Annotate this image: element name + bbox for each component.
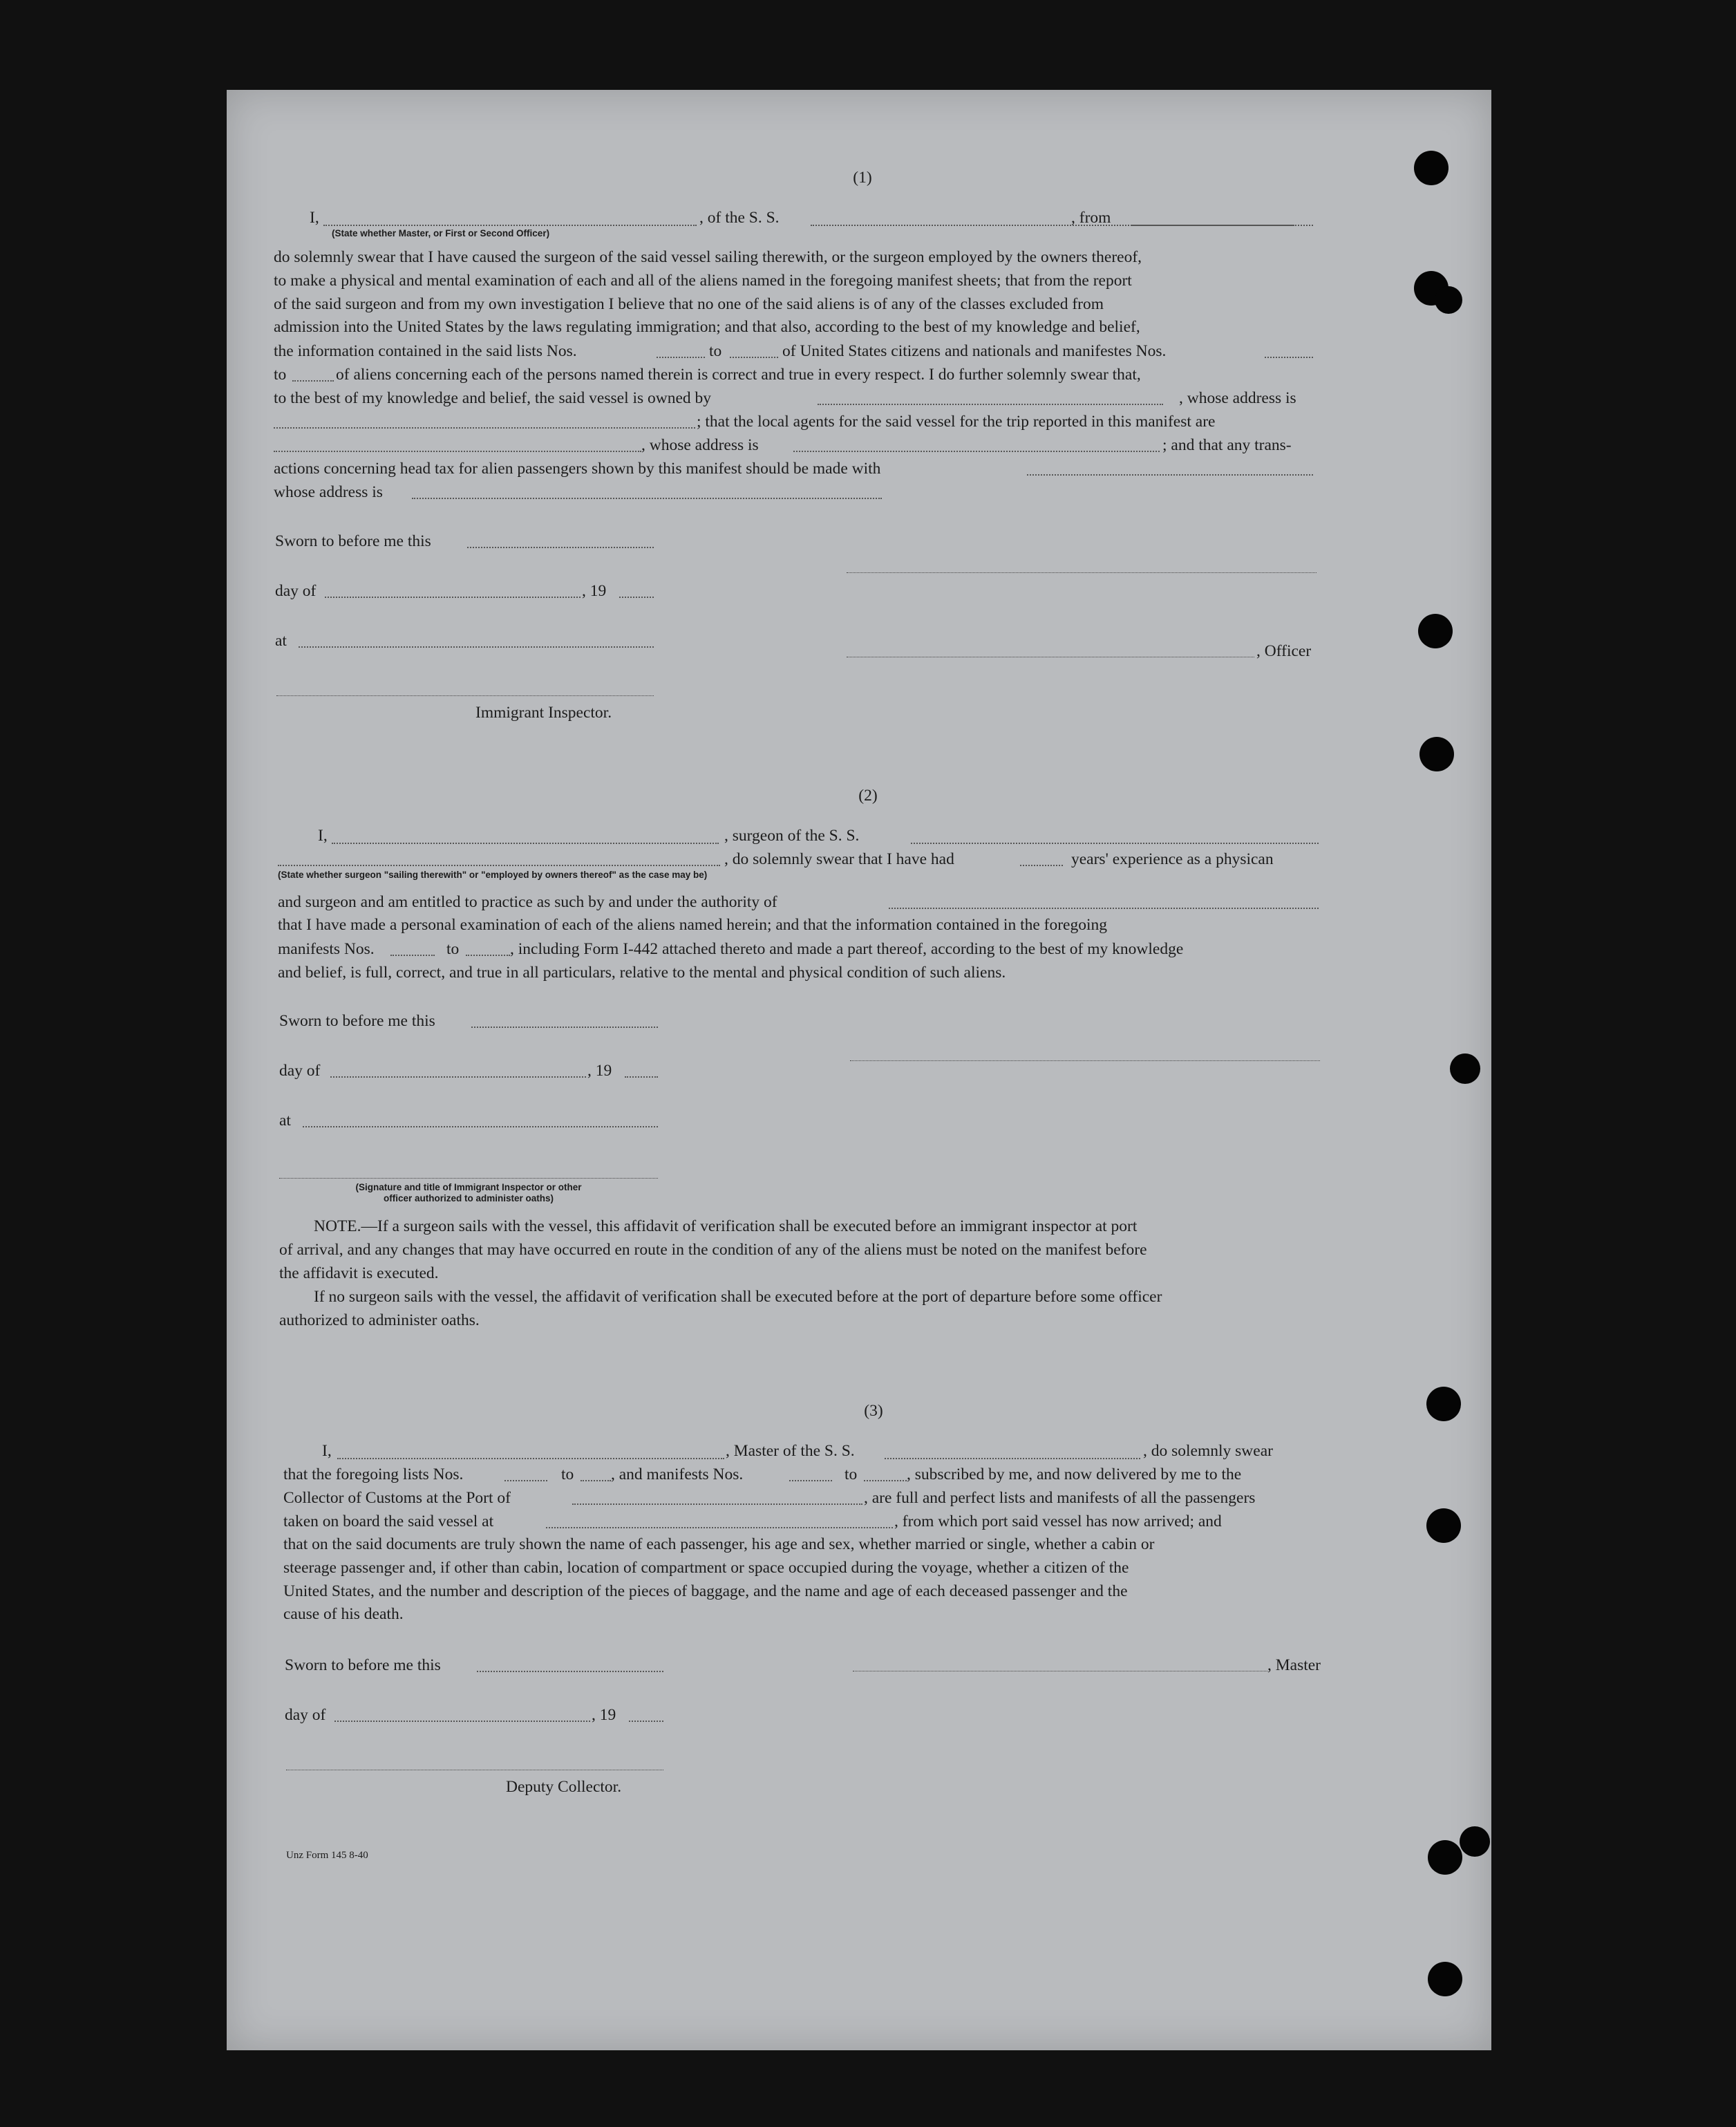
s3-r2b: to (561, 1465, 574, 1483)
s1-manifest-blank (1265, 357, 1313, 358)
punch-hole (1418, 614, 1453, 648)
s1-owner-address-blank (274, 427, 695, 429)
s3-r4b: , from which port said vessel has now arrived; and (894, 1512, 1222, 1530)
s2-signature-line (850, 1060, 1320, 1061)
s2-at-blank (303, 1126, 658, 1127)
s2-sig-note-1: (Signature and title of Immigrant Inspector or other (355, 1182, 582, 1192)
s3-sworn-blank (477, 1671, 663, 1672)
s2-day-blank (330, 1076, 586, 1078)
s3-para-line: cause of his death. (283, 1605, 404, 1624)
punch-hole (1419, 737, 1454, 771)
s2-manifest-to-blank (466, 955, 510, 956)
s3-manifest-from-blank (789, 1480, 832, 1481)
s1-at: at (275, 632, 287, 650)
s3-master: , Master (1267, 1656, 1321, 1674)
s2-note-line: NOTE.—If a surgeon sails with the vessel, this affidavit of verification shall be executed before an immigrant inspector at port (314, 1217, 1138, 1235)
s1-headtax-blank (1027, 474, 1313, 476)
s3-lists-from-blank (504, 1480, 547, 1481)
s2-note-paragraph-1 (279, 1215, 1320, 1239)
s1-line1-of: , of the S. S. (699, 209, 780, 227)
s1-r6a: to (274, 366, 287, 384)
s1-from-blank (1132, 225, 1313, 226)
punch-hole (1428, 1962, 1462, 1996)
s3-r3a: Collector of Customs at the Port of (283, 1489, 511, 1507)
s2-ship-blank (911, 843, 1319, 844)
s1-line1-i: I, (310, 209, 319, 227)
s2-sworn: Sworn to before me this (279, 1012, 435, 1030)
s2-l2a: , do solemnly swear that I have had (724, 850, 954, 868)
s3-para-line: United States, and the number and description of the pieces of baggage, and the name and age of each deceased passenger and the (283, 1582, 1128, 1600)
s1-r5b: to (709, 342, 722, 360)
s1-r7b: , whose address is (1179, 389, 1296, 407)
s1-lists-from-blank (657, 357, 705, 358)
s1-signature-line (847, 572, 1317, 573)
form-page (227, 90, 1491, 2050)
s1-para-line: of the said surgeon and from my own investigation I believe that no one of the said aliens is of any of the classes excluded from (274, 294, 1104, 313)
punch-hole (1435, 286, 1462, 314)
s2-note-paragraph-1b (279, 1239, 1320, 1286)
s3-port-blank (572, 1503, 862, 1505)
s3-line1-swear: , do solemnly swear (1143, 1442, 1273, 1460)
section-1-number: (1) (853, 169, 872, 187)
punch-hole (1450, 1053, 1480, 1084)
s1-agents-blank (274, 451, 641, 452)
s1-day-blank (325, 597, 581, 598)
s2-at: at (279, 1112, 291, 1130)
s2-line1-surgeon: , surgeon of the S. S. (724, 827, 860, 845)
s2-day: day of (279, 1062, 321, 1080)
s1-inspector: Immigrant Inspector. (475, 704, 612, 722)
s2-r5a: manifests Nos. (278, 940, 375, 958)
s3-sworn: Sworn to before me this (285, 1656, 441, 1674)
s2-r5c: , including Form I-442 attached thereto and made a part thereof, according to the best of my knowledge (510, 940, 1184, 958)
s3-year-blank (629, 1721, 663, 1722)
s1-para-line: to make a physical and mental examination of each and all of the aliens named in the foregoing manifest sheets; that from the report (274, 271, 1132, 290)
punch-hole (1460, 1826, 1490, 1857)
s1-r7a: to the best of my knowledge and belief, the said vessel is owned by (274, 389, 712, 407)
s1-lists-to-blank (730, 357, 778, 358)
s2-surgeon-note: (State whether surgeon "sailing therewith" or "employed by owners thereof" as the case may be) (278, 870, 708, 880)
s1-year-blank (619, 597, 654, 598)
s3-ship-blank (885, 1458, 1140, 1459)
s3-para-line: steerage passenger and, if other than cabin, location of compartment or space occupied during the voyage, whether a citizen of the (283, 1558, 1129, 1577)
s2-l2b: years' experience as a physican (1071, 850, 1274, 868)
s1-r5a: the information contained in the said lists Nos. (274, 342, 577, 360)
s1-r6b: of aliens concerning each of the persons named therein is correct and true in every respect. I do further solemnly swear that, (336, 366, 1141, 384)
s2-line1-i: I, (318, 827, 328, 845)
punch-hole (1426, 1508, 1461, 1543)
s2-note-line: of arrival, and any changes that may have occurred en route in the condition of any of the aliens must be noted on the manifest before (279, 1241, 1147, 1259)
s3-r4a: taken on board the said vessel at (283, 1512, 494, 1530)
s2-r5b: to (446, 940, 460, 958)
s1-sworn-blank (467, 547, 654, 548)
s2-note-line: the affidavit is executed. (279, 1264, 439, 1282)
s3-para-line: that on the said documents are truly shown the name of each passenger, his age and sex, whether married or single, whether a cabin or (283, 1535, 1155, 1553)
s1-at-blank (299, 646, 654, 648)
s2-authority-blank (889, 908, 1319, 909)
s1-year: , 19 (582, 582, 607, 600)
s2-year-blank (625, 1076, 658, 1078)
s2-sworn-blank (471, 1027, 658, 1028)
punch-hole (1414, 151, 1449, 185)
s3-line1-master: , Master of the S. S. (726, 1442, 855, 1460)
s1-r9a: , whose address is (641, 436, 759, 454)
s3-year: , 19 (592, 1706, 616, 1724)
s2-inspector-line (279, 1178, 658, 1179)
s1-paragraph (274, 246, 1313, 339)
s3-lists-to-blank (581, 1480, 611, 1481)
s1-r11: whose address is (274, 483, 383, 501)
s1-inspector-line (276, 695, 654, 696)
punch-hole (1428, 1840, 1462, 1875)
s1-rank-blank (323, 225, 697, 226)
s3-r2d: to (845, 1465, 858, 1483)
s1-r10a: actions concerning head tax for alien passengers shown by this manifest should be made with (274, 460, 881, 478)
s1-para-line: do solemnly swear that I have caused the surgeon of the said vessel sailing therewith, or the surgeon employed by the owners thereof, (274, 248, 1142, 266)
s2-note-paragraph-2b (279, 1309, 1320, 1333)
s3-day-blank (334, 1721, 590, 1722)
section-3-number: (3) (864, 1402, 883, 1420)
s3-paragraph (283, 1533, 1324, 1627)
s3-embark-blank (546, 1527, 893, 1528)
s1-r9b: ; and that any trans- (1162, 436, 1292, 454)
s1-sworn: Sworn to before me this (275, 532, 431, 550)
s3-line1-i: I, (322, 1442, 332, 1460)
s2-note-paragraph-2 (279, 1286, 1320, 1309)
s2-years-blank (1020, 865, 1063, 866)
s2-r3: and surgeon and am entitled to practice as such by and under the authority of (278, 893, 777, 911)
s3-name-blank (337, 1458, 724, 1459)
form-number: Unz Form 145 8-40 (286, 1850, 368, 1861)
s2-name-blank (332, 843, 719, 844)
s2-paragraph-a (278, 914, 1319, 937)
s2-manifest-from-blank (390, 955, 435, 956)
s2-note-line: If no surgeon sails with the vessel, the affidavit of verification shall be executed before at the port of departure before some officer (314, 1288, 1162, 1306)
s1-line1-from: , from (1071, 209, 1111, 227)
section-2-number: (2) (858, 787, 878, 805)
s2-note-line: authorized to administer oaths. (279, 1311, 480, 1329)
s1-owner-blank (818, 404, 1163, 405)
s1-para-line: admission into the United States by the laws regulating immigration; and that also, according to the best of my knowledge and belief, (274, 318, 1140, 337)
s1-manifest-to-blank (292, 380, 334, 382)
s1-officer: , Officer (1256, 642, 1312, 660)
s1-r8: ; that the local agents for the said vessel for the trip reported in this manifest are (697, 413, 1216, 431)
s3-day: day of (285, 1706, 326, 1724)
s1-rank-note: (State whether Master, or First or Second Officer) (332, 228, 550, 238)
s3-r3b: , are full and perfect lists and manifests of all the passengers (864, 1489, 1256, 1507)
s2-para-line: that I have made a personal examination of each of the aliens named herein; and that the information contained in the foregoing (278, 916, 1108, 934)
s1-day: day of (275, 582, 317, 600)
s3-deputy: Deputy Collector. (506, 1778, 622, 1796)
s3-r2e: , subscribed by me, and now delivered by me to the (907, 1465, 1242, 1483)
s2-year: , 19 (587, 1062, 612, 1080)
s3-r2c: , and manifests Nos. (611, 1465, 744, 1483)
s2-sig-note-2: officer authorized to administer oaths) (383, 1193, 554, 1203)
s1-headtax-address-blank (412, 498, 882, 499)
s2-surgeon-type-blank (278, 865, 720, 866)
s3-r2a: that the foregoing lists Nos. (283, 1465, 464, 1483)
s1-r5c: of United States citizens and nationals and manifestes Nos. (782, 342, 1167, 360)
s1-agents-address-blank (793, 451, 1160, 452)
s3-manifest-to-blank (864, 1480, 907, 1481)
punch-hole (1426, 1387, 1461, 1421)
s2-r6: and belief, is full, correct, and true in all particulars, relative to the mental and physical condition of such aliens. (278, 964, 1006, 982)
